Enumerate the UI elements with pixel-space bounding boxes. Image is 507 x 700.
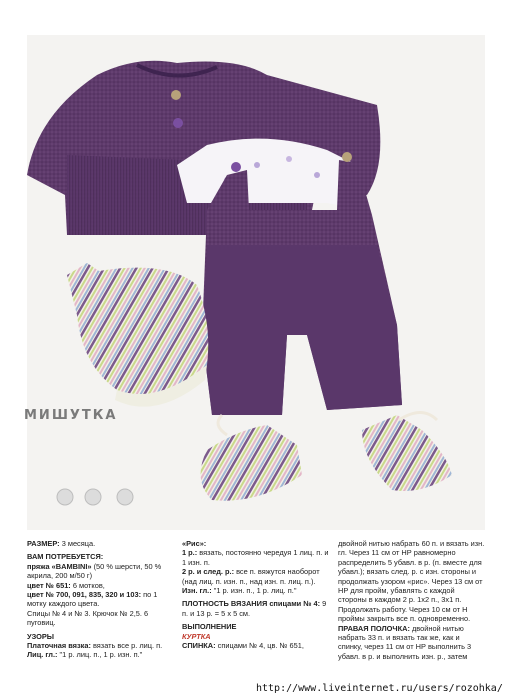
paragraph-text: все п. вяжутся наоборот (над лиц. п. изн. п., над изн. п. лиц. п.).	[182, 567, 320, 586]
column-3	[338, 539, 485, 661]
button-icon	[342, 152, 352, 162]
col2-paragraph	[182, 622, 330, 631]
col2-paragraph	[182, 632, 330, 641]
paragraph-text: (50 % шерсти, 50 % акрила, 200 м/50 г)	[27, 561, 162, 581]
paragraph-text: спицами № 4, цв. № 651,	[215, 641, 304, 651]
paragraph-text: вязать, постоянно чередуя 1 лиц. п. и 1 изн. п.	[182, 548, 329, 567]
column-1	[27, 539, 167, 660]
paragraph-heading: ПЛОТНОСТЬ ВЯЗАНИЯ спицами № 4:	[182, 599, 321, 609]
col3-paragraph	[338, 539, 485, 624]
col2-paragraph	[182, 599, 330, 618]
col3-paragraph	[338, 624, 485, 662]
paragraph-text: "1 р. лиц. п., 1 р. изн. п."	[57, 650, 143, 660]
paragraph-heading: Лиц. гл.:	[27, 650, 58, 660]
col1-paragraph	[27, 539, 167, 548]
paragraph-text: по 1 мотку каждого цвета.	[27, 590, 158, 609]
paragraph-text: 3 месяца.	[59, 539, 96, 548]
paragraph-heading: пряжа «BAMBINI»	[27, 561, 92, 571]
paragraph-heading: УЗОРЫ	[27, 631, 55, 641]
col1-paragraph	[27, 552, 167, 561]
button-icon	[231, 162, 241, 172]
col2-paragraph	[182, 641, 330, 650]
paragraph-text: 9 п. и 13 р. = 5 х 5 см.	[182, 599, 327, 618]
pattern-title: МИШУТКА	[24, 408, 118, 423]
paragraph-heading: 2 р. и след. р.:	[182, 567, 235, 577]
paragraph-heading: ПРАВАЯ ПОЛОЧКА:	[338, 623, 410, 633]
button-icon	[173, 118, 183, 128]
booties-image	[201, 413, 452, 501]
button-icon	[171, 90, 181, 100]
paragraph-text: "1 р. изн. п., 1 р. лиц. п."	[211, 586, 297, 596]
paragraph-text: Спицы № 4 и № 3. Крючок № 2,5. 6 пуговиц.	[27, 608, 149, 628]
col1-paragraph	[27, 632, 167, 641]
col1-paragraph	[27, 590, 167, 609]
column-2	[182, 539, 330, 650]
section-heading: КУРТКА	[182, 631, 211, 641]
paragraph-heading: 1 р.:	[182, 548, 198, 558]
source-url[interactable]: http://www.liveinternet.ru/users/rozohka/	[256, 683, 503, 694]
paragraph-text: вязать все р. лиц. п.	[90, 641, 163, 651]
paragraph-heading: цвет № 651:	[27, 580, 71, 590]
paragraph-heading: ВАМ ПОТРЕБУЕТСЯ:	[27, 552, 104, 562]
col1-paragraph	[27, 609, 167, 628]
flower-icon	[57, 489, 133, 505]
paragraph-text: двойной нитью набрать 60 п. и вязать изн. гл. Через 11 см от НР равномерно распределить 5 убавл. в р. (п. вместе для убавл.); вязать след. р. с изн. стороны и продолжать узором «рис». Через 13 см от НР для пройм, убавлять с каждой стороны в каждом 2 р. 1х2 п., 3х1 п. Продолжать работу. Через 10 см от Н проймы закрыть все п. одновременно.	[338, 539, 485, 624]
paragraph-heading: цвет № 700, 091, 835, 320 и 103:	[27, 590, 142, 600]
col1-paragraph	[27, 581, 167, 590]
col1-paragraph	[27, 562, 167, 581]
paragraph-heading: «Рис»:	[182, 539, 207, 548]
col1-paragraph	[27, 650, 167, 659]
col2-paragraph	[182, 539, 330, 548]
paragraph-heading: Изн. гл.:	[182, 586, 212, 596]
paragraph-heading: РАЗМЕР:	[27, 539, 60, 548]
col2-paragraph	[182, 567, 330, 586]
instructions	[27, 539, 485, 687]
paragraph-heading: СПИНКА:	[182, 641, 216, 651]
paragraph-text: двойной нитью набрать 33 п. и вязать так же, как и спинку, через 11 см от НР выполнить 3 убавл. в р. и выполнить изн. р., затем	[338, 623, 472, 661]
col2-paragraph	[182, 548, 330, 567]
paragraph-text: 6 мотков,	[70, 580, 105, 590]
paragraph-heading: ВЫПОЛНЕНИЕ	[182, 622, 237, 632]
col2-paragraph	[182, 586, 330, 595]
knitwear-illustration	[27, 35, 485, 530]
hat-image	[67, 263, 208, 407]
col1-paragraph	[27, 641, 167, 650]
paragraph-heading: Платочная вязка:	[27, 641, 91, 651]
product-photo	[27, 35, 485, 530]
